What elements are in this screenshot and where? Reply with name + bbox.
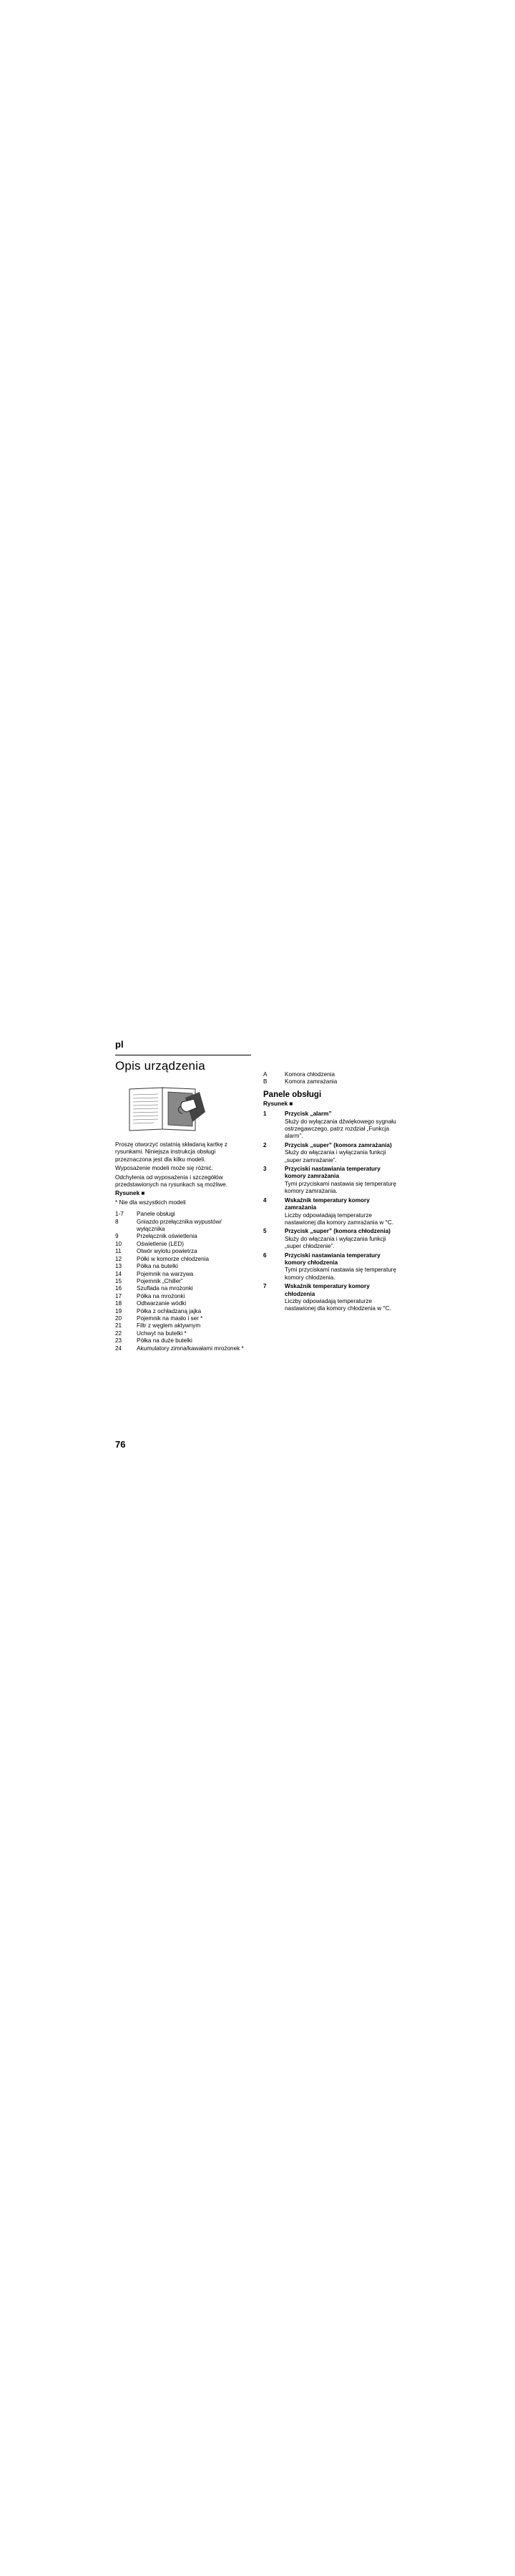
list-item: 11 Otwór wylotu powietrza	[115, 1248, 197, 1255]
list-item: 13 Półka na butelki	[115, 1263, 178, 1270]
left-column	[115, 1141, 244, 1352]
list-item: 6 Przyciski nastawiania temperatury komory chłodzenia Tymi przyciskami nastawia się temperaturę komory chłodzenia.	[263, 1252, 397, 1281]
intro-paragraph: Odchylenia od wyposażenia i szczegółów przedstawionych na rysunkach są możliwe.	[115, 1174, 227, 1189]
list-item: 21 Filtr z węglem aktywnym	[115, 1322, 201, 1330]
intro-paragraph: Proszę otworzyć ostatnią składaną kartkę z rysunkami. Niniejsza instrukcja obsługi przeznaczona jest dla kilku modeli.	[115, 1141, 227, 1163]
list-item: 1 Przycisk „alarm” Służy do wyłączania dźwiękowego sygnału ostrzegawczego, patrz rozdział „Funkcja alarm”.	[263, 1111, 396, 1140]
list-item: 4 Wskaźnik temperatury komory zamrażania Liczby odpowiadają temperaturze nastawionej dla komory zamrażania w °C.	[263, 1196, 394, 1226]
list-item: 5 Przycisk „super” (komora chłodzenia) Służy do włączania i wyłączania funkcji „super chłodzenie”.	[263, 1228, 391, 1250]
list-item: 17 Półka na mrożonki	[115, 1292, 185, 1299]
list-item: 23 Półka na duże butelki	[115, 1337, 192, 1345]
list-item: 12 Półki w komorze chłodzenia	[115, 1255, 210, 1262]
list-item: 19 Półka z ochładzaną jajka	[115, 1307, 202, 1314]
page-number: 76	[115, 1439, 126, 1450]
list-item: 24 Akumulatory zimna/kawałami mrożonek *	[115, 1345, 244, 1352]
compartments-list	[263, 1071, 399, 1086]
right-column	[263, 1071, 399, 1314]
list-item: 22 Uchwyt na butelki *	[115, 1330, 187, 1337]
list-item: B Komora zamrażania	[263, 1078, 338, 1085]
list-item: 18 Odtwarzanie wódki	[115, 1300, 187, 1307]
intro-paragraph: Wyposażenie modeli może się różnić.	[115, 1165, 213, 1172]
list-item: 10 Oświetlenie (LED)	[115, 1240, 184, 1247]
foldout-page-illustration	[125, 1082, 208, 1135]
list-item: A Komora chłodzenia	[263, 1071, 335, 1078]
list-item: 3 Przyciski nastawiania temperatury komory zamrażania Tymi przyciskami nastawia się temperaturę komory zamrażania.	[263, 1166, 397, 1195]
figure-reference: Rysunek ■	[263, 1100, 293, 1107]
control-panel-list	[263, 1111, 399, 1313]
page-title: Opis urządzenia	[115, 1059, 205, 1073]
list-item: 20 Pojemnik na masło i ser *	[115, 1314, 203, 1322]
models-note: * Nie dla wszystkich modeli	[115, 1199, 186, 1206]
list-item: 7 Wskaźnik temperatury komory chłodzenia Liczby odpowiadają temperaturze nastawionej dla komory chłodzenia w °C.	[263, 1283, 391, 1312]
list-item: 15 Pojemnik „Chiller”	[115, 1277, 183, 1284]
list-item: 16 Szuflada na mrożonki	[115, 1285, 193, 1292]
list-item: 2 Przycisk „super” (komora zamrażania) Służy do włączania i wyłączania funkcji „super zamrażanie”.	[263, 1141, 392, 1163]
control-panel-heading: Panele obsługi	[263, 1090, 322, 1099]
parts-list	[115, 1211, 244, 1352]
figure-reference: Rysunek ■	[115, 1190, 145, 1197]
language-code: pl	[115, 1039, 124, 1050]
list-item: 8 Gniazdo przełącznika wypustów/ wyłącznika	[115, 1218, 222, 1233]
list-item: 9 Przełącznik oświetlenia	[115, 1233, 197, 1240]
list-item: 14 Pojemnik na warzywa	[115, 1270, 194, 1277]
list-item: 1-7 Panele obsługi	[115, 1211, 175, 1218]
